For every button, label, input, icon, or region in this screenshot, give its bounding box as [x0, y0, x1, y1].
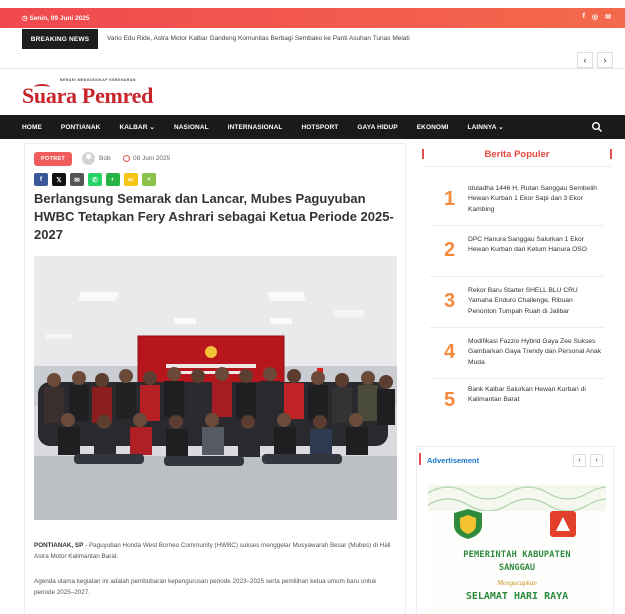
share-line-button[interactable]: ◐	[106, 173, 120, 186]
category-badge[interactable]: POTRET	[34, 152, 72, 166]
share-buttons	[34, 173, 156, 186]
article-date-text: 08 Juni 2025	[133, 155, 171, 162]
ad-arrows	[573, 454, 603, 467]
header-accent-right	[610, 149, 612, 159]
instagram-icon[interactable]: ◎	[592, 14, 599, 21]
article-photo[interactable]	[34, 256, 397, 520]
ad-line-2: SANGGAU	[498, 563, 536, 573]
clock-icon: ◷	[22, 15, 30, 22]
popular-header	[422, 143, 612, 167]
nav-ekonomi[interactable]: EKONOMI	[416, 123, 449, 131]
author-name: Bob	[99, 155, 111, 162]
article-card	[24, 143, 406, 614]
share-copy-button[interactable]: ✂	[124, 173, 138, 186]
list-item[interactable]	[430, 278, 604, 328]
list-item[interactable]	[430, 227, 604, 277]
lead-text: - Paguyuban Honda West Borneo Community (HWBC) sukses menggelar Musyawarah Besar (Mubes) di Hall Astra Motor Kalimantan Barat.	[34, 542, 391, 560]
logo-name: Suara Pemred	[22, 83, 154, 108]
nav-kalbar[interactable]: KALBAR ⌄	[119, 124, 155, 131]
ad-title: Advertisement	[427, 456, 480, 465]
nav-internasional[interactable]: INTERNASIONAL	[227, 123, 283, 131]
popular-rank: 1	[444, 188, 456, 210]
popular-headline[interactable]: Rekor Baru Starter SHELL BLU CRU Yamaha Enduro Challenge, Ribuan Penonton Tumpah Ruah di Jalibar	[468, 287, 578, 315]
current-date: ◷ Senin, 09 Juni 2025	[22, 15, 90, 22]
ad-prev-button[interactable]: ‹	[573, 454, 586, 467]
share-x-button[interactable]: 𝕏	[52, 173, 66, 186]
popular-title: Berita Populer	[484, 149, 550, 160]
popular-rank: 2	[444, 239, 456, 261]
nav-lainnya[interactable]: LAINNYA ⌄	[467, 124, 504, 131]
ticker-arrows	[577, 52, 613, 68]
popular-headline[interactable]: Bank Kalbar Salurkan Hewan Kurban di Kalimantan Barat	[468, 386, 586, 404]
popular-news-widget	[422, 143, 612, 413]
nav-pontianak[interactable]: PONTIANAK	[60, 123, 101, 131]
social-links	[583, 13, 611, 21]
popular-rank: 3	[444, 290, 456, 312]
share-email-button[interactable]: ✉	[70, 173, 84, 186]
share-more-button[interactable]: <	[142, 173, 156, 186]
top-bar	[0, 8, 625, 28]
ad-line-3: Mengucapkan	[497, 579, 537, 587]
nav-home[interactable]: HOME	[22, 123, 42, 131]
main-navigation	[0, 115, 625, 139]
avatar	[82, 152, 95, 165]
ad-banner[interactable]	[428, 485, 606, 614]
article-author[interactable]	[82, 152, 111, 165]
popular-headline[interactable]: DPC Hanura Sanggau Salurkan 1 Ekor Hewan Kurban dari Ketum Hanura OSO	[468, 236, 587, 254]
lead-place: PONTIANAK, SP	[34, 542, 84, 549]
list-item[interactable]	[430, 176, 604, 226]
article-date	[123, 155, 170, 162]
nav-gaya-hidup[interactable]: GAYA HIDUP	[357, 123, 398, 131]
header-divider	[0, 68, 625, 69]
popular-rank: 4	[444, 341, 456, 363]
group-photo-image	[34, 256, 397, 520]
article-paragraph: Agenda utama kegiatan ini adalah pembubaran kepengurusan periode 2023–2025 serta pemilihan ketua umum baru untuk periode 2025–2027.	[34, 578, 377, 596]
list-item[interactable]	[430, 377, 604, 427]
popular-rank: 5	[444, 389, 456, 411]
ad-line-1: PEMERINTAH KABUPATEN	[463, 550, 571, 560]
ticker-next-button[interactable]: ›	[597, 52, 613, 68]
search-icon[interactable]	[591, 121, 603, 133]
nav-hotsport[interactable]: HOTSPORT	[301, 123, 339, 131]
ad-line-4: SELAMAT HARI RAYA	[465, 591, 569, 602]
breaking-news-bar	[22, 29, 612, 49]
breaking-news-ticker[interactable]: Vario Edu Ride, Astra Motor Kalbar Gandeng Komunitas Berbagi Sembako ke Panti Asuhan Tunas Melati	[107, 35, 410, 42]
popular-headline[interactable]: Modifikasi Fazzio Hybrid Gaya Zee Sukses Gambarkan Gaya Trendy dan Personal Anak Muda	[468, 338, 602, 366]
ad-accent	[419, 453, 421, 465]
mail-icon[interactable]: ✉	[605, 14, 611, 21]
list-item[interactable]	[430, 329, 604, 379]
breaking-news-label: BREAKING NEWS	[22, 29, 98, 49]
article-title: Berlangsung Semarak dan Lancar, Mubes Paguyuban HWBC Tetapkan Fery Ashrari sebagai Ketua Periode 2025-2027	[34, 191, 394, 242]
share-whatsapp-button[interactable]: ✆	[88, 173, 102, 186]
facebook-icon[interactable]: f	[582, 13, 586, 20]
party-emblem-icon	[550, 511, 576, 537]
clock-icon	[123, 155, 130, 162]
ad-next-button[interactable]: ›	[590, 454, 603, 467]
ticker-prev-button[interactable]: ‹	[577, 52, 593, 68]
advertisement-widget	[416, 446, 614, 614]
logo-tagline: BERANI MENGUNGKAP KEBENARAN	[60, 78, 136, 82]
share-facebook-button[interactable]: f	[34, 173, 48, 186]
popular-headline[interactable]: Iduladha 1446 H, Rutan Sanggau Sembelih Hewan Kurban 1 Ekor Sapi dan 3 Ekor Kambing	[468, 185, 598, 213]
article-lead	[34, 540, 396, 562]
nav-nasional[interactable]: NASIONAL	[173, 123, 209, 131]
